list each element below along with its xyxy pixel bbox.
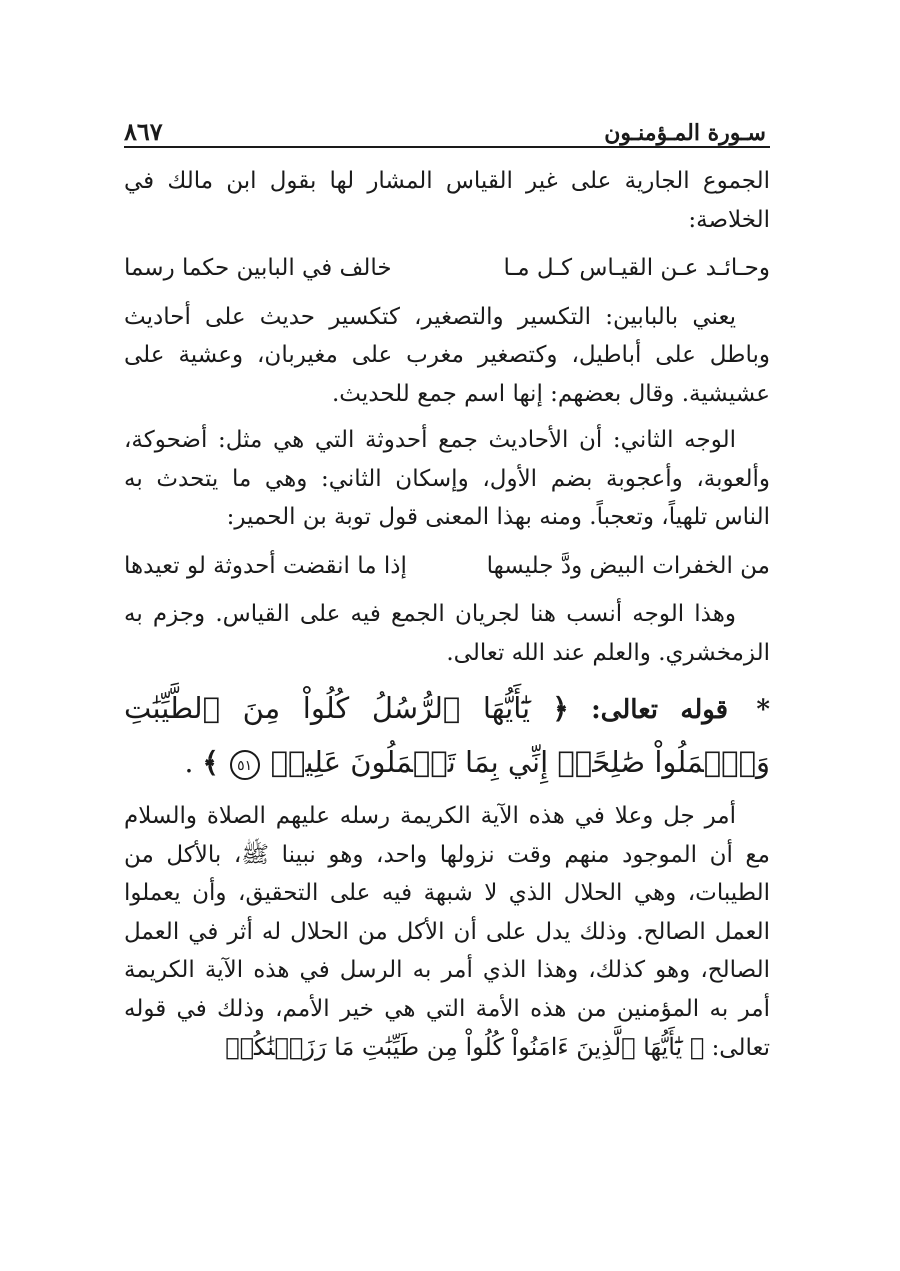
book-page (124, 100, 770, 1068)
ayah-number-badge: ٥١ (230, 750, 260, 780)
verse-1-second-hemistich: خالف في البابين حكما رسما (124, 255, 392, 281)
poetry-verse-2 (124, 547, 770, 586)
poetry-verse-1 (124, 249, 770, 288)
verse-1-first-hemistich: وحـائـد عـن القيـاس كـل مـا (503, 255, 770, 281)
paragraph-5-text: أمر جل وعلا في هذه الآية الكريمة رسله عليهم الصلاة والسلام مع أن الموجود منهم وقت نزولها واحد، وهو نبينا ﷺ، بالأكل من الطيبات، وهي الحلال الذي لا شبهة فيه على التحقيق، وأن يعملوا العمل الصالح. وذلك يدل على أن الأكل من الحلال له أثر في العمل الصالح، وهو كذلك، وهذا الذي أمر به الرسل في هذه الآية الكريمة أمر به المؤمنين من هذه الأمة التي هي خير الأمم، وذلك في قوله تعالى: (124, 803, 770, 1061)
verse-2-first-hemistich: من الخفرات البيض ودَّ جليسها (486, 552, 770, 579)
ayah-end-period: . (184, 746, 194, 779)
verse-2-second-hemistich: إذا ما انقضت أحدوثة لو تعيدها (124, 552, 407, 579)
paragraph-5 (124, 797, 770, 1068)
quran-open-brace: ﴿ (552, 692, 569, 725)
paragraph-2: يعني بالبابين: التكسير والتصغير، كتكسير حديث على أحاديث وباطل على أباطيل، وكتصغير مغرب على مغيربان، وعشية على عشيشية. وقال بعضهم: إنها اسم جمع للحديث. (124, 303, 770, 407)
surah-title: سـورة المـؤمنـون (604, 120, 766, 146)
paragraph-1: الجموع الجارية على غير القياس المشار لها بقول ابن مالك في الخلاصة: (124, 168, 770, 233)
ayah-heading (124, 682, 770, 789)
paragraph-3: الوجه الثاني: أن الأحاديث جمع أحدوثة التي هي مثل: أضحوكة، وألعوبة، وأعجوبة بضم الأول، وإسكان الثاني: وهي ما يتحدث به الناس تلهياً، وتعجباً. ومنه بهذا المعنى قول توبة بن الحمير: (124, 427, 770, 530)
star-marker: * (756, 695, 771, 725)
quran-verse-text: يَٰٓأَيُّهَا ٱلرُّسُلُ كُلُواْ مِنَ ٱلطَّيِّبَٰتِ وَٱعۡمَلُواْ صَٰلِحًاۖ إِنِّي بِمَا تَعۡمَلُونَ عَلِيمٞ (124, 691, 770, 779)
quran-close-brace: ﴾ (202, 746, 219, 779)
paragraph-5-quran-quote: ﴿ يَٰٓأَيُّهَا ٱلَّذِينَ ءَامَنُواْ كُلُواْ مِن طَيِّبَٰتِ مَا رَزَقۡنَٰكُمۡ (225, 1033, 705, 1061)
running-header (124, 100, 770, 148)
page-number: ٨٦٧ (124, 117, 163, 146)
paragraph-4: وهذا الوجه أنسب هنا لجريان الجمع فيه على القياس. وجزم به الزمخشري. والعلم عند الله تعالى. (124, 601, 770, 666)
page-body (124, 162, 770, 1068)
ayah-lead-in: قوله تعالى: (591, 695, 729, 725)
